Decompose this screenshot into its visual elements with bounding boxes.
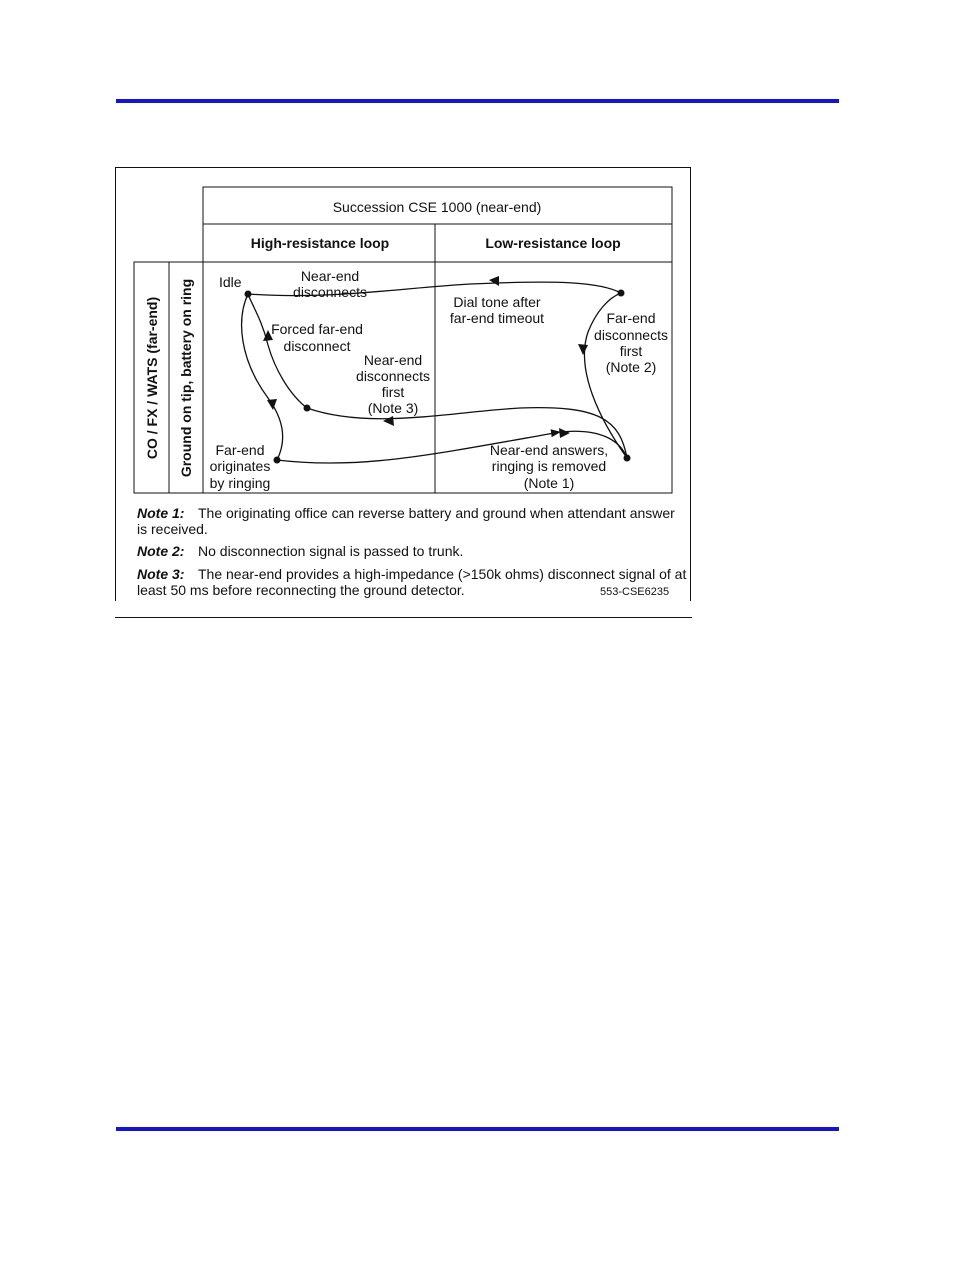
label-dial-tone-1: Dial tone after bbox=[453, 294, 541, 310]
transition-paths bbox=[242, 282, 627, 463]
label-answers-3: (Note 1) bbox=[523, 475, 575, 491]
label-idle: Idle bbox=[219, 274, 242, 290]
note-1 bbox=[137, 505, 687, 537]
near-end-header: Succession CSE 1000 (near-end) bbox=[332, 199, 542, 215]
label-near-disconnects-2: disconnects bbox=[293, 284, 367, 300]
arrowhead-top bbox=[489, 276, 499, 286]
note-2 bbox=[137, 543, 687, 559]
path-idle-to-originate bbox=[242, 294, 283, 460]
label-far-first-4: (Note 2) bbox=[605, 359, 657, 375]
label-dial-tone-2: far-end timeout bbox=[449, 310, 545, 326]
label-far-first-3: first bbox=[619, 343, 643, 359]
label-near-first-1: Near-end bbox=[363, 352, 423, 368]
state-dot-answered bbox=[624, 455, 631, 462]
label-far-first-1: Far-end bbox=[606, 310, 656, 326]
label-originate-2: originates bbox=[209, 458, 271, 474]
label-forced-2: disconnect bbox=[283, 338, 351, 354]
state-dot-near-first bbox=[304, 405, 311, 412]
arrowhead-middle bbox=[383, 416, 394, 426]
state-dot-far-disconnect bbox=[618, 290, 625, 297]
label-originate-1: Far-end bbox=[215, 442, 265, 458]
state-dots bbox=[245, 290, 631, 464]
label-originate-3: by ringing bbox=[209, 475, 271, 491]
figure-id: 553-CSE6235 bbox=[600, 586, 670, 598]
bottom-rule bbox=[116, 1127, 839, 1131]
label-near-first-2: disconnects bbox=[356, 368, 430, 384]
note-2-label: Note 2: bbox=[137, 543, 185, 559]
label-near-first-4: (Note 3) bbox=[367, 400, 419, 416]
note-2-text: No disconnection signal is passed to trunk. bbox=[198, 543, 464, 559]
row-far-end: CO / FX / WATS (far-end) bbox=[144, 296, 160, 460]
row-ground-battery: Ground on tip, battery on ring bbox=[178, 278, 194, 478]
note-1-text: The originating office can reverse battery and ground when attendant answer is received. bbox=[137, 505, 675, 537]
label-near-disconnects-1: Near-end bbox=[300, 268, 360, 284]
state-dot-originate bbox=[274, 457, 281, 464]
arrowhead-right bbox=[578, 344, 588, 355]
arrowhead-left bbox=[267, 399, 277, 410]
label-answers-1: Near-end answers, bbox=[489, 442, 609, 458]
column-high-resistance: High-resistance loop bbox=[250, 235, 390, 251]
column-low-resistance: Low-resistance loop bbox=[485, 235, 621, 251]
note-1-label: Note 1: bbox=[137, 505, 185, 521]
note-3-text: The near-end provides a high-impedance (>150k ohms) disconnect signal of at least 50 ms before reconnecting the ground detector. bbox=[137, 566, 687, 598]
label-near-first-3: first bbox=[381, 384, 405, 400]
label-far-first-2: disconnects bbox=[594, 327, 668, 343]
arrowhead-bottom bbox=[559, 428, 570, 438]
note-3-label: Note 3: bbox=[137, 566, 185, 582]
state-dot-idle bbox=[245, 291, 252, 298]
label-forced-1: Forced far-end bbox=[271, 321, 363, 337]
label-answers-2: ringing is removed bbox=[491, 458, 607, 474]
